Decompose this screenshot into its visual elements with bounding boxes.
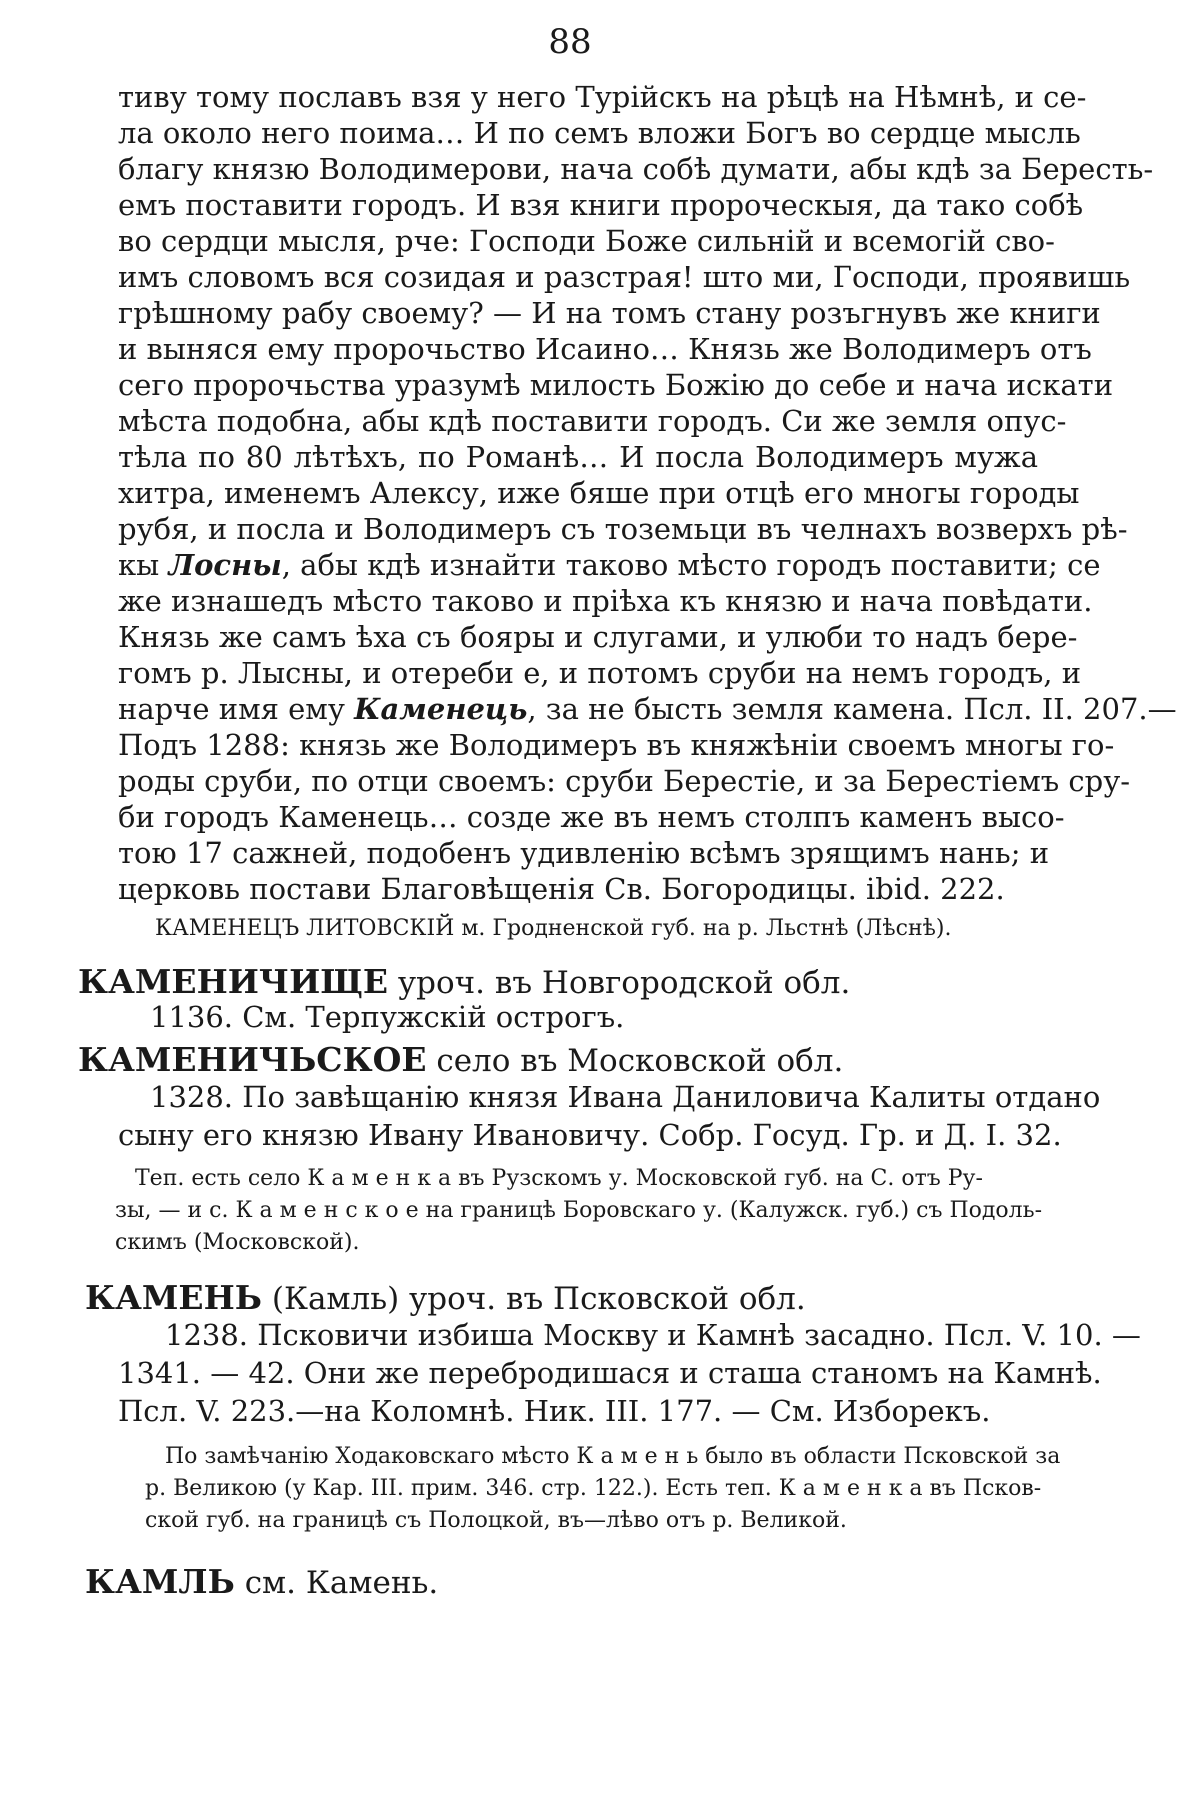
entry-desc: (Камль) уроч. въ Псковской обл.	[262, 1281, 806, 1317]
entry-desc: см. Камень.	[234, 1565, 439, 1601]
text-line: благу князю Володимерови, нача собѣ думати, абы кдѣ за Бересть-	[118, 152, 1154, 186]
text-line: рубя, и посла и Володимеръ съ тоземьци въ челнахъ возверхъ рѣ-	[118, 512, 1128, 546]
text-line: Подъ 1288: князь же Володимеръ въ княжѣніи своемъ многы го-	[118, 728, 1115, 762]
entry-line: сыну его князю Ивану Ивановичу. Собр. Госуд. Гр. и Д. I. 32.	[118, 1118, 1062, 1152]
text-line: гомъ р. Лысны, и отереби е, и потомъ сруби на немъ городъ, и	[118, 656, 1082, 690]
text-span: , за не бысть земля камена. Псл. II. 207.—	[527, 692, 1177, 726]
text-line: грѣшному рабу своему? — И на томъ стану розъгнувъ же книги	[118, 296, 1101, 330]
entry-heading	[85, 1562, 438, 1601]
text-line: сего пророчьства уразумѣ милость Божію до себе и нача искати	[118, 368, 1114, 402]
text-line: емъ поставити городъ. И взя книги пророческыя, да тако собѣ	[118, 188, 1084, 222]
footnote: КАМЕНЕЦЪ ЛИТОВСКІЙ м. Гродненской губ. на р. Льстнѣ (Лѣснѣ).	[155, 916, 952, 941]
river-name-italic: Лосны	[168, 548, 282, 582]
text-line: церковь постави Благовѣщенія Св. Богородицы. ibid. 222.	[118, 872, 1005, 906]
entry-line: 1136. См. Терпужскій острогъ.	[150, 1000, 625, 1034]
headword: КАМЕНИЧЬСКОЕ	[78, 1040, 427, 1079]
page-number: 88	[548, 22, 592, 62]
entry-desc: уроч. въ Новгородской обл.	[388, 965, 851, 1001]
text-line: же изнашедъ мѣсто таково и прiѣха къ князю и нача повѣдати.	[118, 584, 1093, 618]
text-line	[118, 548, 1101, 582]
text-line: мѣста подобна, абы кдѣ поставити городъ. Си же земля опус-	[118, 404, 1067, 438]
text-line: тиву тому пославъ взя у него Турійскъ на рѣцѣ на Нѣмнѣ, и се-	[118, 80, 1087, 114]
footnote: зы, — и с. К а м е н с к о е на границѣ Боровскаго у. (Калужск. губ.) съ Подоль-	[115, 1198, 1043, 1223]
entry-line: 1238. Псковичи избиша Москву и Камнѣ засадно. Псл. V. 10. —	[165, 1318, 1141, 1352]
text-span: кы	[118, 548, 169, 582]
footnote: Теп. есть село К а м е н к а въ Рузскомъ у. Московской губ. на С. отъ Ру-	[135, 1166, 983, 1191]
entry-heading	[85, 1278, 806, 1317]
text-span: нарче имя ему	[118, 692, 355, 726]
entry-heading	[78, 1040, 843, 1079]
text-line: во сердци мысля, рче: Господи Боже сильній и всемогій сво-	[118, 224, 1055, 258]
footnote: скимъ (Московской).	[115, 1230, 360, 1255]
entry-line: Псл. V. 223.—на Коломнѣ. Ник. III. 177. — См. Изборекъ.	[118, 1394, 991, 1428]
footnote: р. Великою (у Кар. III. прим. 346. стр. 122.). Есть теп. К а м е н к а въ Псков-	[145, 1476, 1042, 1501]
entry-desc: село въ Московской обл.	[426, 1043, 844, 1079]
headword: КАМЕНИЧИЩЕ	[78, 962, 389, 1001]
text-line: Князь же самъ ѣха съ бояры и слугами, и улюби то надъ бере-	[118, 620, 1078, 654]
text-line	[118, 692, 1177, 726]
text-line: ла около него поима… И по семъ вложи Богъ во сердце мысль	[118, 116, 1081, 150]
text-line: би городъ Каменець… созде же въ немъ столпъ каменъ высо-	[118, 800, 1065, 834]
town-name-italic: Каменець	[354, 692, 528, 726]
text-line: хитра, именемъ Алексу, иже бяше при отцѣ его многы городы	[118, 476, 1080, 510]
headword: КАМЛЬ	[85, 1562, 235, 1601]
headword: КАМЕНЬ	[85, 1278, 262, 1317]
text-line: имъ словомъ вся созидая и разстрая! што ми, Господи, проявишь	[118, 260, 1131, 294]
entry-line: 1328. По завѣщанію князя Ивана Даниловича Калиты отдано	[150, 1080, 1101, 1114]
text-line: тѣла по 80 лѣтѣхъ, по Романѣ… И посла Володимеръ мужа	[118, 440, 1038, 474]
entry-line: 1341. — 42. Они же перебродишася и сташа станомъ на Камнѣ.	[118, 1356, 1102, 1390]
text-span: , абы кдѣ изнайти таково мѣсто городъ поставити; се	[281, 548, 1101, 582]
text-line: тою 17 сажней, подобенъ удивленію всѣмъ зрящимъ нань; и	[118, 836, 1050, 870]
footnote: По замѣчанію Ходаковскаго мѣсто К а м е н ь было въ области Псковской за	[165, 1444, 1061, 1469]
entry-heading	[78, 962, 850, 1001]
text-line: и выняся ему пророчьство Исаино… Князь же Володимеръ отъ	[118, 332, 1092, 366]
footnote: ской губ. на границѣ съ Полоцкой, въ—лѣво отъ р. Великой.	[145, 1508, 847, 1533]
text-line: роды сруби, по отци своемъ: сруби Берестіе, и за Берестіемъ сру-	[118, 764, 1131, 798]
